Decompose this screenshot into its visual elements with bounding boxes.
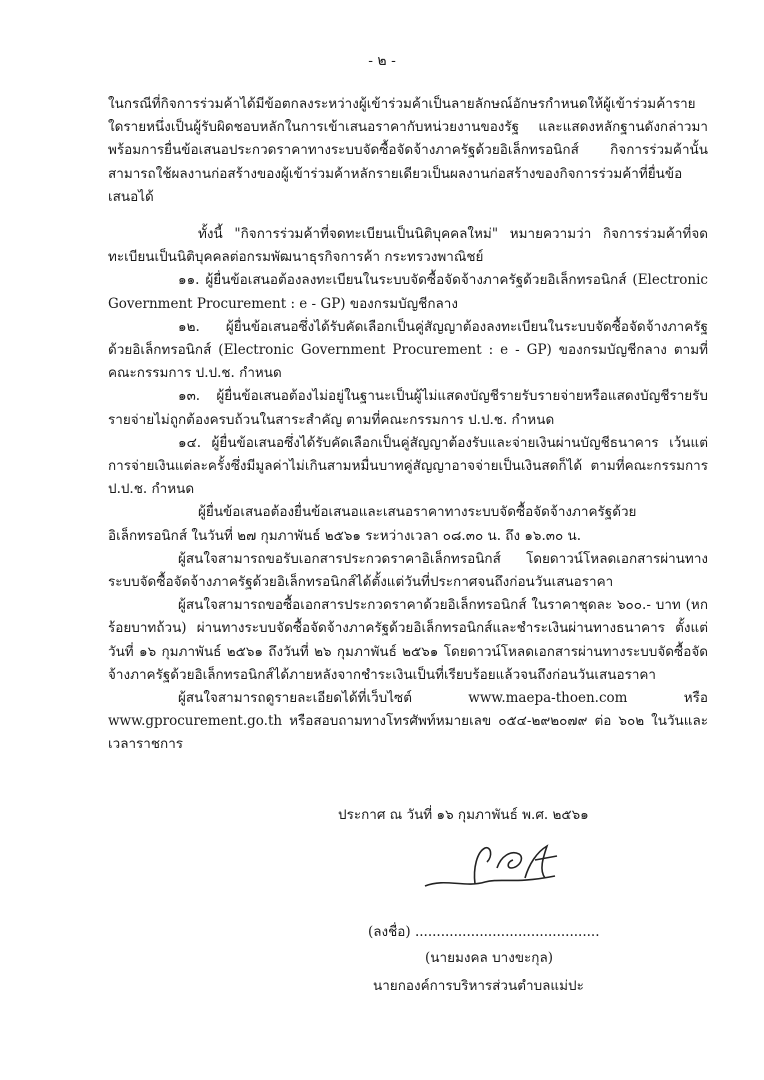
signature-line: (ลงชื่อ) ........................................... — [368, 924, 600, 940]
paragraph-item-14: ๑๔. ผู้ยื่นข้อเสนอซึ่งได้รับคัดเลือกเป็นคู่สัญญาต้องรับและจ่ายเงินผ่านบัญชีธนาคาร เว้นแต่การจ่ายเงินแต่ละครั้งซึ่งมีมูลค่าไม่เกินสามหมื่นบาทคู่สัญญาอาจจ่ายเป็นเงินสดก็ได้ ตามที่คณะกรรมการ ป.ป.ช. กำหนด — [108, 434, 708, 498]
paragraph-contact: ผู้สนใจสามารถดูรายละเอียดได้ที่เว็บไซต์ www.maepa-thoen.com หรือ www.gprocurement.go.th หรือสอบถามทางโทรศัพท์หมายเลข ๐๕๔-๒๙๒๐๗๙ ต่อ ๖๐๒ ในวันและเวลาราชการ — [108, 690, 708, 753]
handwritten-signature-icon — [415, 838, 565, 898]
document-body — [108, 93, 708, 757]
paragraph-download: ผู้สนใจสามารถขอรับเอกสารประกวดราคาอิเล็กทรอนิกส์ โดยดาวน์โหลดเอกสารผ่านทางระบบจัดซื้อจัดจ้างภาครัฐด้วยอิเล็กทรอนิกส์ได้ตั้งแต่วันที่ประกาศจนถึงก่อนวันเสนอราคา — [108, 550, 708, 591]
announcement-date: ประกาศ ณ วันที่ ๑๖ กุมภาพันธ์ พ.ศ. ๒๕๖๑ — [338, 807, 589, 823]
signer-title: นายกองค์การบริหารส่วนตำบลแม่ปะ — [373, 978, 584, 994]
page-number: - ๒ - — [368, 53, 396, 69]
paragraph-bid-date: ผู้ยื่นข้อเสนอต้องยื่นข้อเสนอและเสนอราคาทางระบบจัดซื้อจัดจ้างภาครัฐด้วยอิเล็กทรอนิกส์ ในวันที่ ๒๗ กุมภาพันธ์ ๒๕๖๑ ระหว่างเวลา ๐๘.๓๐ น. ถึง ๑๖.๓๐ น. — [108, 504, 637, 544]
signer-name: (นายมงคล บางขะกุล) — [425, 950, 554, 966]
paragraph-purchase: ผู้สนใจสามารถขอซื้อเอกสารประกวดราคาด้วยอิเล็กทรอนิกส์ ในราคาชุดละ ๖๐๐.- บาท (หกร้อยบาทถ้วน) ผ่านทางระบบจัดซื้อจัดจ้างภาครัฐด้วยอิเล็กทรอนิกส์และชำระเงินผ่านทางธนาคาร ตั้งแต่วันที่ ๑๖ กุมภาพันธ์ ๒๕๖๑ ถึงวันที่ ๒๖ กุมภาพันธ์ ๒๕๖๑ โดยดาวน์โหลดเอกสารผ่านทางระบบจัดซื้อจัดจ้างภาครัฐด้วยอิเล็กทรอนิกส์ได้ภายหลังจากชำระเงินเป็นที่เรียบร้อยแล้วจนถึงก่อนวันเสนอราคา — [108, 597, 708, 683]
paragraph-item-13: ๑๓. ผู้ยื่นข้อเสนอต้องไม่อยู่ในฐานะเป็นผู้ไม่แสดงบัญชีรายรับรายจ่ายหรือแสดงบัญชีรายรับรายจ่ายไม่ถูกต้องครบถ้วนในสาระสำคัญ ตามที่คณะกรรมการ ป.ป.ช. กำหนด — [108, 388, 708, 428]
paragraph-item-11: ๑๑. ผู้ยื่นข้อเสนอต้องลงทะเบียนในระบบจัดซื้อจัดจ้างภาครัฐด้วยอิเล็กทรอนิกส์ (Electronic Government Procurement : e - GP) ของกรมบัญชีกลาง — [108, 272, 708, 312]
paragraph-definition: ทั้งนี้ "กิจการร่วมค้าที่จดทะเบียนเป็นนิติบุคคลใหม่" หมายความว่า กิจการร่วมค้าที่จดทะเบียนเป็นนิติบุคคลต่อกรมพัฒนาธุรกิจการค้า กระทรวงพาณิชย์ — [108, 226, 708, 266]
paragraph-joint-venture: ในกรณีที่กิจการร่วมค้าได้มีข้อตกลงระหว่างผู้เข้าร่วมค้าเป็นลายลักษณ์อักษรกำหนดให้ผู้เข้าร่วมค้ารายใดรายหนึ่งเป็นผู้รับผิดชอบหลักในการเข้าเสนอราคากับหน่วยงานของรัฐ และแสดงหลักฐานดังกล่าวมาพร้อมการยื่นข้อเสนอประกวดราคาทางระบบจัดซื้อจัดจ้างภาครัฐด้วยอิเล็กทรอนิกส์ กิจการร่วมค้านั้นสามารถใช้ผลงานก่อสร้างของผู้เข้าร่วมค้าหลักรายเดียวเป็นผลงานก่อสร้างของกิจการร่วมค้าที่ยื่นข้อเสนอได้ — [108, 96, 708, 205]
paragraph-item-12: ๑๒. ผู้ยื่นข้อเสนอซึ่งได้รับคัดเลือกเป็นคู่สัญญาต้องลงทะเบียนในระบบจัดซื้อจัดจ้างภาครัฐด้วยอิเล็กทรอนิกส์ (Electronic Government Procurement : e - GP) ของกรมบัญชีกลาง ตามที่คณะกรรมการ ป.ป.ช. กำหนด — [108, 318, 708, 382]
